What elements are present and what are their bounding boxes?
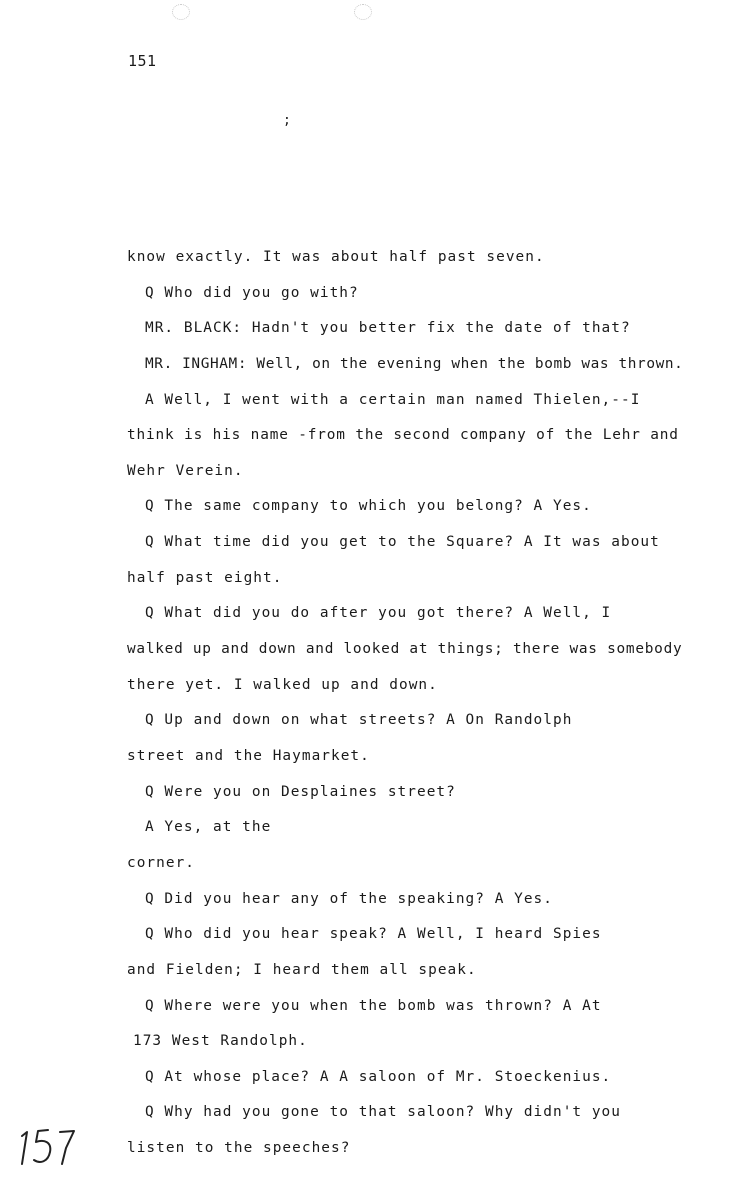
transcript-line-16: Q Were you on Desplaines street? [145, 784, 456, 800]
transcript-line-21: and Fielden; I heard them all speak. [127, 962, 477, 978]
transcript-line-17: A Yes, at the [145, 819, 272, 835]
transcript-line-9: Q What time did you get to the Square? A It was about [145, 534, 660, 550]
transcript-line-4: MR. INGHAM: Well, on the evening when the bomb was thrown. [145, 356, 684, 372]
transcript-line-10: half past eight. [127, 570, 283, 586]
transcript-line-5: A Well, I went with a certain man named Thielen,--I [145, 392, 641, 408]
transcript-line-1: know exactly. It was about half past seven. [127, 249, 545, 265]
transcript-line-15: street and the Haymarket. [127, 748, 370, 764]
transcript-line-7: Wehr Verein. [127, 463, 244, 479]
transcript-line-12: walked up and down and looked at things; there was somebody [127, 641, 683, 657]
transcript-line-24: Q At whose place? A A saloon of Mr. Stoeckenius. [145, 1069, 612, 1085]
transcript-line-25: Q Why had you gone to that saloon? Why didn't you [145, 1104, 621, 1120]
transcript-line-2: Q Who did you go with? [145, 285, 359, 301]
transcript-line-18: corner. [127, 855, 195, 871]
transcript-line-23: 173 West Randolph. [133, 1033, 308, 1049]
transcript-line-8: Q The same company to which you belong? A Yes. [145, 498, 592, 514]
page-number: 151 [128, 52, 157, 70]
transcript-line-11: Q What did you do after you got there? A Well, I [145, 605, 612, 621]
transcript-line-19: Q Did you hear any of the speaking? A Yes. [145, 891, 553, 907]
transcript-line-22: Q Where were you when the bomb was thrown? A At [145, 998, 602, 1014]
transcript-line-20: Q Who did you hear speak? A Well, I heard Spies [145, 926, 602, 942]
transcript-line-14: Q Up and down on what streets? A On Randolph [145, 712, 573, 728]
handwritten-number-drawing [14, 1124, 86, 1168]
handwritten-page-number [14, 1124, 86, 1168]
punch-hole-right [354, 4, 372, 20]
transcript-line-13: there yet. I walked up and down. [127, 677, 438, 693]
transcript-line-6: think is his name -from the second company of the Lehr and [127, 427, 679, 443]
transcript-line-26: listen to the speeches? [127, 1140, 351, 1156]
punch-hole-left [172, 4, 190, 20]
transcript-line-3: MR. BLACK: Hadn't you better fix the date of that? [145, 320, 631, 336]
stray-mark: ; [283, 113, 291, 128]
